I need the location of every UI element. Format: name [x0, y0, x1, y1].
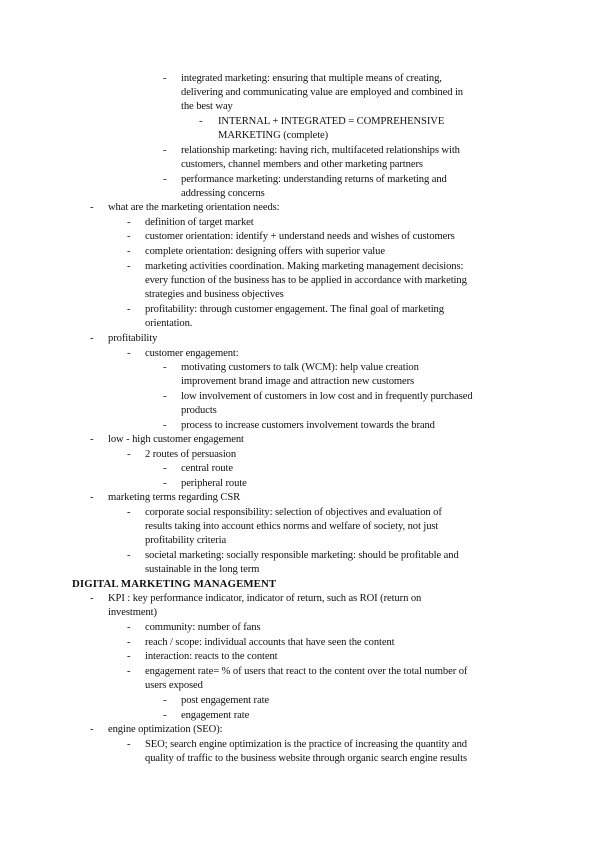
bullet-dash: - [127, 231, 131, 242]
list-item: profitability criteria [145, 535, 227, 546]
list-item: relationship marketing: having rich, multifaceted relationships with [181, 145, 460, 156]
list-item: marketing terms regarding CSR [108, 492, 241, 503]
bullet-dash: - [127, 507, 131, 518]
list-item: the best way [181, 101, 233, 112]
bullet-dash: - [127, 449, 131, 460]
list-item: peripheral route [181, 478, 247, 489]
bullet-dash: - [90, 724, 94, 735]
list-item: customer orientation: identify + understand needs and wishes of customers [145, 231, 455, 242]
bullet-dash: - [127, 622, 131, 633]
list-item: engagement rate= % of users that react to the content over the total number of [145, 666, 468, 677]
bullet-dash: - [127, 666, 131, 677]
bullet-dash: - [163, 174, 167, 185]
list-item: process to increase customers involvement towards the brand [181, 420, 435, 431]
list-item: addressing concerns [181, 188, 265, 199]
bullet-dash: - [127, 651, 131, 662]
bullet-dash: - [127, 217, 131, 228]
list-item: customers, channel members and other marketing partners [181, 159, 423, 170]
list-item: 2 routes of persuasion [145, 449, 237, 460]
list-item: what are the marketing orientation needs: [108, 202, 280, 213]
bullet-dash: - [163, 362, 167, 373]
section-heading: DIGITAL MARKETING MANAGEMENT [72, 578, 277, 590]
list-item: investment) [108, 607, 157, 618]
bullet-dash: - [163, 478, 167, 489]
bullet-dash: - [90, 202, 94, 213]
bullet-dash: - [163, 695, 167, 706]
bullet-dash: - [163, 391, 167, 402]
bullet-dash: - [127, 739, 131, 750]
bullet-dash: - [127, 261, 131, 272]
list-item: customer engagement: [145, 348, 239, 359]
list-item: users exposed [145, 680, 203, 691]
list-item: corporate social responsibility: selection of objectives and evaluation of [145, 507, 442, 518]
bullet-dash: - [163, 710, 167, 721]
list-item: marketing activities coordination. Making marketing management decisions: [145, 261, 464, 272]
bullet-dash: - [90, 593, 94, 604]
list-item: societal marketing: socially responsible marketing: should be profitable and [145, 550, 459, 561]
bullet-dash: - [199, 116, 203, 127]
bullet-dash: - [163, 463, 167, 474]
list-item: performance marketing: understanding returns of marketing and [181, 174, 447, 185]
bullet-dash: - [127, 637, 131, 648]
bullet-dash: - [127, 304, 131, 315]
bullet-dash: - [127, 246, 131, 257]
list-item: reach / scope: individual accounts that have seen the content [145, 637, 395, 648]
list-item: motivating customers to talk (WCM): help value creation [181, 362, 419, 373]
bullet-dash: - [90, 333, 94, 344]
bullet-dash: - [127, 550, 131, 561]
list-item: low - high customer engagement [108, 434, 244, 445]
list-item: profitability: through customer engagement. The final goal of marketing [145, 304, 444, 315]
bullet-dash: - [163, 73, 167, 84]
list-item: results taking into account ethics norms and welfare of society, not just [145, 521, 439, 532]
bullet-dash: - [163, 145, 167, 156]
list-item: post engagement rate [181, 695, 270, 706]
list-item: quality of traffic to the business website through organic search engine results [145, 753, 467, 764]
list-item: SEO; search engine optimization is the practice of increasing the quantity and [145, 739, 467, 750]
bullet-dash: - [90, 434, 94, 445]
list-item: KPI : key performance indicator, indicator of return, such as ROI (return on [108, 593, 422, 604]
list-item: central route [181, 463, 233, 474]
bullet-dash: - [127, 348, 131, 359]
list-item: INTERNAL + INTEGRATED = COMPREHENSIVE [218, 116, 445, 127]
list-item: products [181, 405, 217, 416]
list-item: every function of the business has to be applied in accordance with marketing [145, 275, 467, 286]
list-item: sustainable in the long term [145, 564, 260, 575]
list-item: profitability [108, 333, 158, 344]
list-item: MARKETING (complete) [218, 130, 329, 141]
list-item: definition of target market [145, 217, 254, 228]
list-item: engine optimization (SEO): [108, 724, 223, 735]
list-item: engagement rate [181, 710, 250, 721]
bullet-dash: - [90, 492, 94, 503]
list-item: interaction: reacts to the content [145, 651, 278, 662]
list-item: integrated marketing: ensuring that multiple means of creating, [181, 73, 442, 84]
list-item: community: number of fans [145, 622, 261, 633]
list-item: low involvement of customers in low cost and in frequently purchased [181, 391, 473, 402]
list-item: strategies and business objectives [145, 289, 284, 300]
list-item: orientation. [145, 318, 193, 329]
list-item: delivering and communicating value are employed and combined in [181, 87, 463, 98]
bullet-dash: - [163, 420, 167, 431]
list-item: improvement brand image and attraction new customers [181, 376, 415, 387]
list-item: complete orientation: designing offers with superior value [145, 246, 385, 257]
